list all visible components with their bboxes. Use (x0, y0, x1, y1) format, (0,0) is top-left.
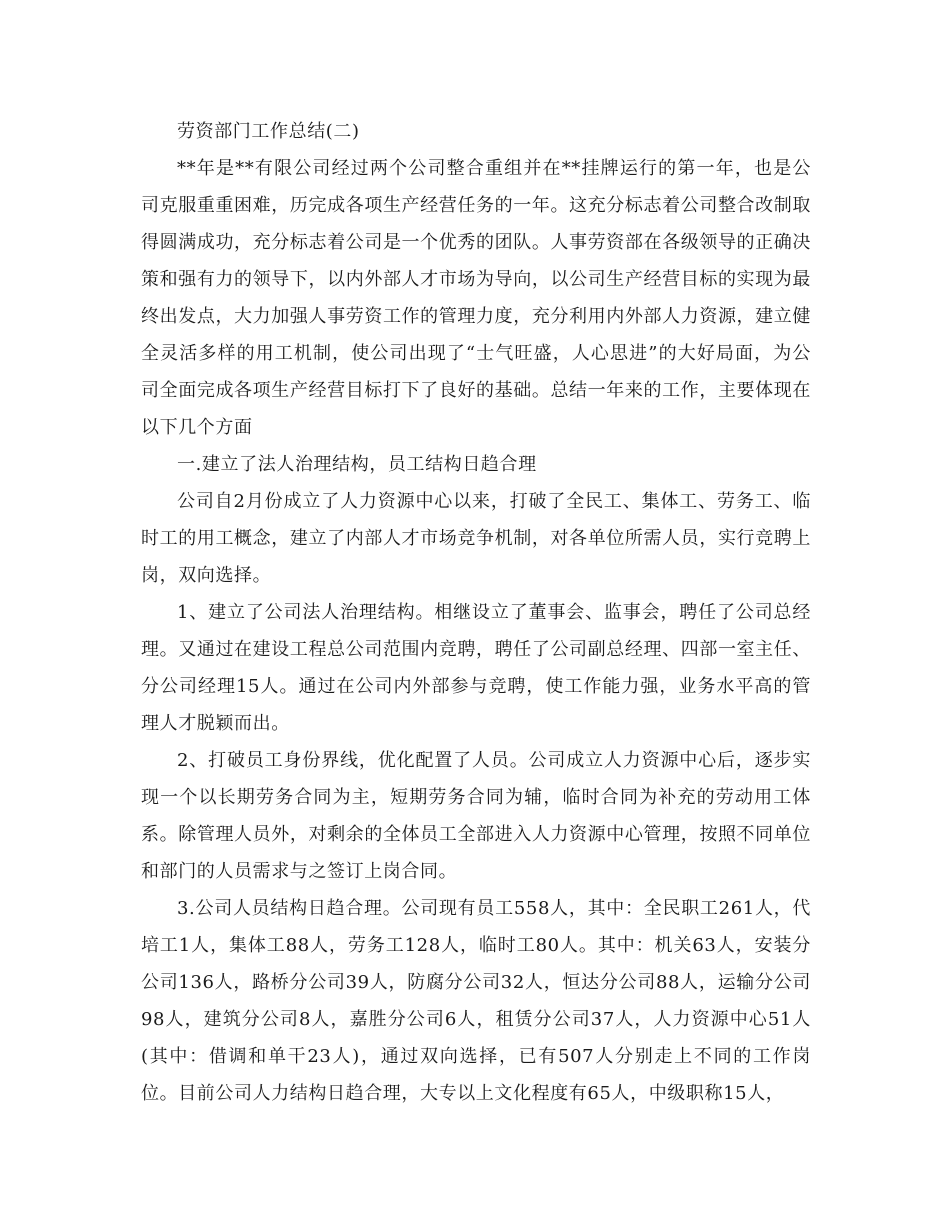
item-3-paragraph: 3.公司人员结构日趋合理。公司现有员工558人，其中：全民职工261人，代培工1人，集体工88人，劳务工128人，临时工80人。其中：机关63人，安装分公司136人，路桥分公司39人，防腐分公司32人，恒达分公司88人，运输分公司98人，建筑分公司8人，嘉胜分公司6人，租赁分公司37人，人力资源中心51人(其中：借调和单干23人)，通过双向选择，已有507人分别走上不同的工作岗位。目前公司人力结构日趋合理，大专以上文化程度有65人，中级职称15人， (141, 898, 811, 1104)
item-2-paragraph: 2、打破员工身份界线，优化配置了人员。公司成立人力资源中心后，逐步实现一个以长期劳务合同为主，短期劳务合同为辅，临时合同为补充的劳动用工体系。除管理人员外，对剩余的全体员工全部进入人力资源中心管理，按照不同单位和部门的人员需求与之签订上岗合同。 (141, 750, 811, 882)
section-heading-1: 一.建立了法人治理结构，员工结构日趋合理 (177, 454, 537, 475)
section-1-paragraph: 公司自2月份成立了人力资源中心以来，打破了全民工、集体工、劳务工、临时工的用工概念，建立了内部人才市场竞争机制，对各单位所需人员，实行竞聘上岗，双向选择。 (141, 491, 811, 586)
document-page (141, 113, 811, 1112)
document-title: 劳资部门工作总结(二) (177, 121, 360, 142)
intro-paragraph: **年是**有限公司经过两个公司整合重组并在**挂牌运行的第一年，也是公司克服重重困难，历完成各项生产经营任务的一年。这充分标志着公司整合改制取得圆满成功，充分标志着公司是一个优秀的团队。人事劳资部在各级领导的正确决策和强有力的领导下，以内外部人才市场为导向，以公司生产经营目标的实现为最终出发点，大力加强人事劳资工作的管理力度，充分利用内外部人力资源，建立健全灵活多样的用工机制，使公司出现了“士气旺盛，人心思进”的大好局面，为公司全面完成各项生产经营目标打下了良好的基础。总结一年来的工作，主要体现在以下几个方面 (141, 158, 811, 438)
item-1-paragraph: 1、建立了公司法人治理结构。相继设立了董事会、监事会，聘任了公司总经理。又通过在建设工程总公司范围内竞聘，聘任了公司副总经理、四部一室主任、分公司经理15人。通过在公司内外部参与竞聘，使工作能力强，业务水平高的管理人才脱颖而出。 (141, 602, 811, 734)
